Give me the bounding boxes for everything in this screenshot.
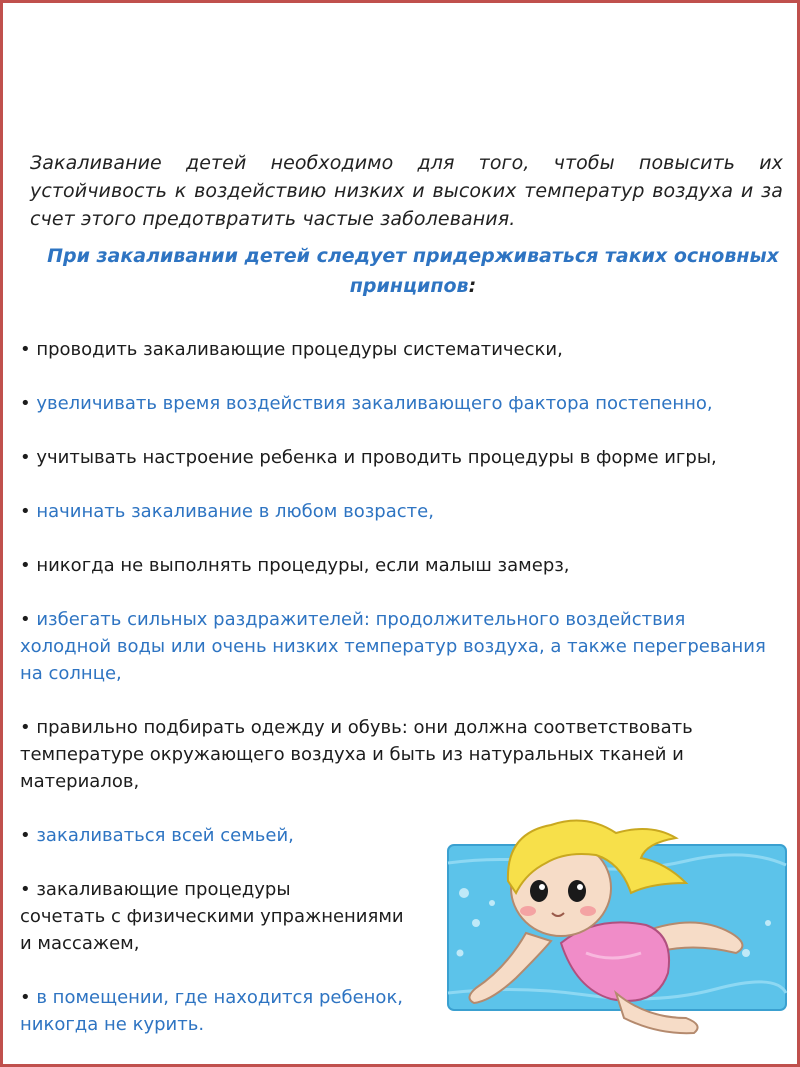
list-item: • в помещении, где находится ребенок, никогда не курить.: [20, 987, 404, 1035]
list-item: • правильно подбирать одежду и обувь: они должна соответствовать температуре окружающего воздуха и быть из натуральных тканей и материалов,: [20, 717, 693, 792]
list-item: • никогда не выполнять процедуры, если малыш замерз,: [20, 555, 570, 576]
heading-text: При закаливании детей следует придерживаться таких основных принципов: [47, 245, 779, 297]
list-item: • начинать закаливание в любом возрасте,: [20, 501, 434, 522]
list-item: • учитывать настроение ребенка и проводить процедуры в форме игры,: [20, 447, 717, 468]
list-item: • закаливаться всей семьей,: [20, 825, 294, 846]
list-item: • избегать сильных раздражителей: продолжительного воздействия холодной воды или очень низких температур воздуха, а также перегревания на солнце,: [20, 609, 766, 684]
swimming-child-illustration: [446, 803, 791, 1038]
list-item: • закаливающие процедуры сочетать с физическими упражнениями и массажем,: [20, 879, 404, 954]
intro-paragraph: Закаливание детей необходимо для того, чтобы повысить их устойчивость к воздействию низких и высоких температур воздуха и за счет этого предотвратить частые заболевания.: [30, 152, 783, 230]
list-item: • проводить закаливающие процедуры систематически,: [20, 339, 563, 360]
principles-heading: [43, 241, 783, 301]
heading-colon: :: [468, 275, 477, 297]
list-item: • увеличивать время воздействия закаливающего фактора постепенно,: [20, 393, 713, 414]
